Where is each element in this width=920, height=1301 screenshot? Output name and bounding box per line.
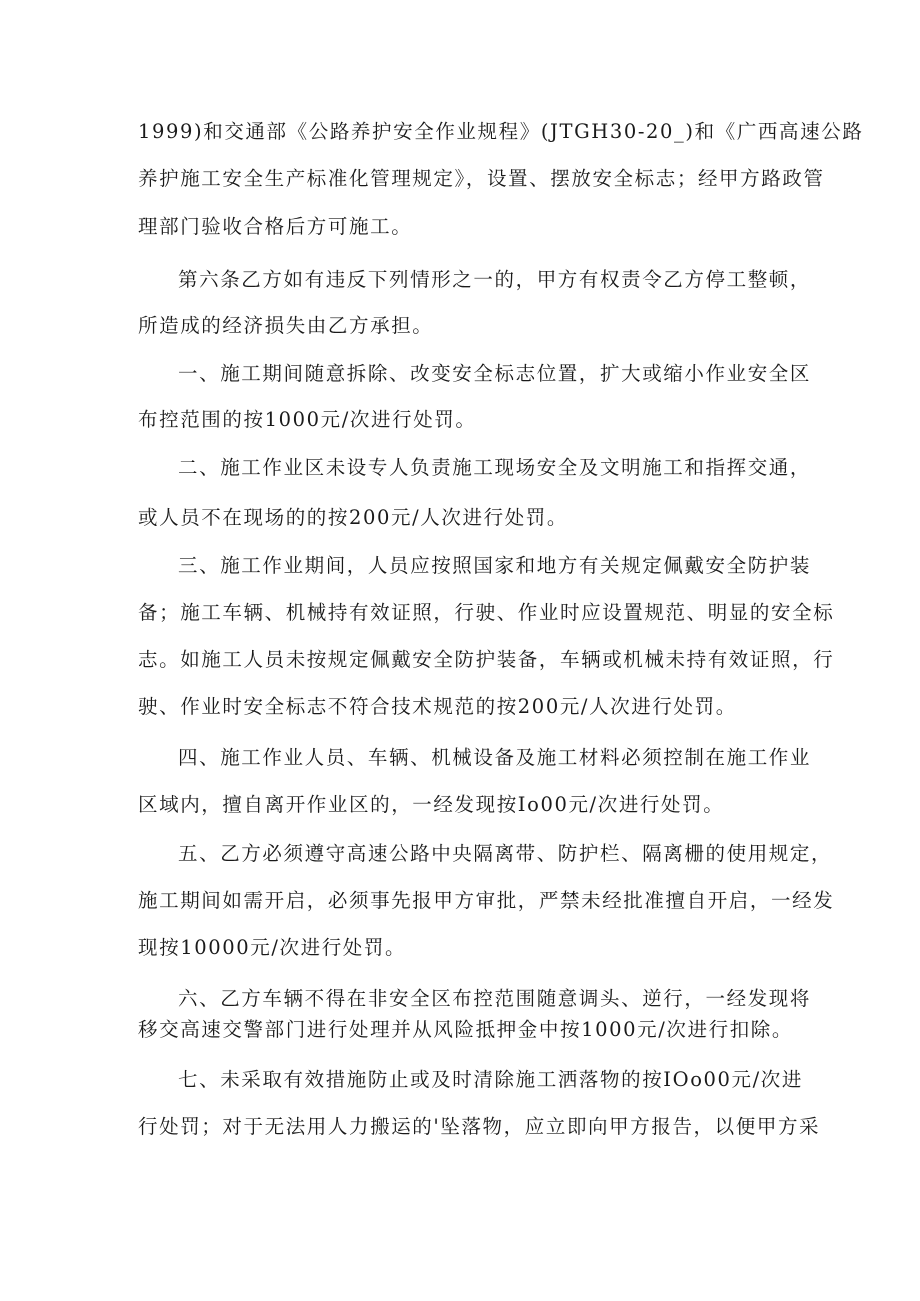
text-line: 所造成的经济损失由乙方承担。 [138, 314, 434, 337]
text-line: 备；施工车辆、机械持有效证照，行驶、作业时应设置规范、明显的安全标 [138, 601, 835, 624]
text-line: 第六条乙方如有违反下列情形之一的，甲方有权责令乙方停工整顿， [178, 268, 812, 291]
text-line: 二、施工作业区未设专人负责施工现场安全及文明施工和指挥交通， [178, 456, 812, 479]
text-line: 六、乙方车辆不得在非安全区布控范围随意调头、逆行，一经发现将 [178, 987, 812, 1010]
text-line: 志。如施工人员未按规定佩戴安全防护装备，车辆或机械未持有效证照，行 [138, 648, 835, 671]
text-line: 布控范围的按1000元/次进行处罚。 [138, 408, 477, 431]
text-line: 养护施工安全生产标准化管理规定》，设置、摆放安全标志；经甲方路政管 [138, 167, 825, 190]
text-line: 一、施工期间随意拆除、改变安全标志位置，扩大或缩小作业安全区 [178, 362, 812, 385]
text-line: 施工期间如需开启，必须事先报甲方审批，严禁未经批准擅自开启，一经发 [138, 889, 835, 912]
text-line: 驶、作业时安全标志不符合技术规范的按200元/人次进行处罚。 [138, 695, 737, 718]
text-line: 七、未采取有效措施防止或及时清除施工洒落物的按IOo00元/次进 [178, 1068, 804, 1091]
text-line: 或人员不在现场的的按200元/人次进行处罚。 [138, 506, 568, 529]
text-line: 行处罚；对于无法用人力搬运的'坠落物，应立即向甲方报告，以便甲方采 [138, 1115, 821, 1138]
text-line: 三、施工作业期间，人员应按照国家和地方有关规定佩戴安全防护装 [178, 554, 812, 577]
text-line: 移交高速交警部门进行处理并从风险抵押金中按1000元/次进行扣除。 [138, 1018, 793, 1041]
text-line: 区域内，擅自离开作业区的，一经发现按Io00元/次进行处罚。 [138, 793, 725, 816]
text-line: 五、乙方必须遵守高速公路中央隔离带、防护栏、隔离栅的使用规定， [178, 842, 833, 865]
text-line: 1999)和交通部《公路养护安全作业规程》(JTGH30-20_)和《广西高速公路 [138, 120, 864, 143]
text-line: 四、施工作业人员、车辆、机械设备及施工材料必须控制在施工作业 [178, 746, 812, 769]
text-line: 现按10000元/次进行处罚。 [138, 936, 407, 959]
text-line: 理部门验收合格后方可施工。 [138, 215, 413, 238]
